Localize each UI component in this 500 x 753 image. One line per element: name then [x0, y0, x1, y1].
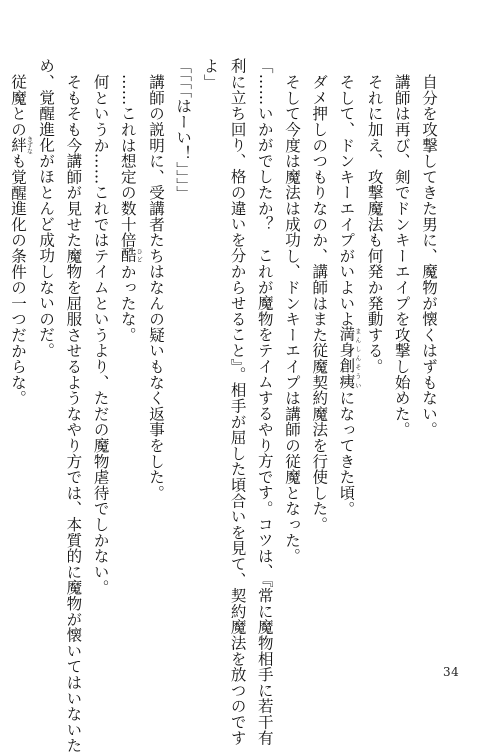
text-line: それに加え、攻撃魔法も何発か発動する。 — [365, 73, 384, 374]
ruby-manshinsoui — [337, 326, 361, 390]
ruby-hidoi — [118, 247, 143, 264]
text-line: 講師の説明に、受講者たちはなんの疑いもなく返事をした。 — [146, 73, 165, 501]
text-line-with-ruby — [332, 58, 360, 643]
text-line: 何というか……これではテイムというより、ただの魔物虐待でしかない。 — [91, 73, 110, 595]
text-line-with-ruby — [114, 58, 142, 643]
text-segment: も覚醒進化の条件の一つだからな。 — [8, 152, 27, 406]
vertical-text-body — [0, 58, 442, 753]
page-number: 34 — [443, 665, 460, 679]
ruby-reading: ひど — [135, 247, 143, 264]
text-line: 講師は再び、剣でドンキーエイプを攻撃し始めた。 — [392, 73, 411, 437]
text-segment: になってきた頃。 — [337, 389, 356, 516]
text-line — [0, 58, 4, 643]
ruby-base: 絆 — [8, 135, 27, 154]
ruby-base: 酷 — [118, 247, 137, 264]
text-line: そもそも今講師が見せた魔物を屈服させるようなやり方では、本質的に魔物が懐いてはいないた — [64, 73, 83, 753]
text-line: め、覚醒進化がほとんど成功しないのだ。 — [37, 58, 56, 359]
text-line: 利に立ち回り、格の違いを分からせること』。相手が屈した頃合いを見て、契約魔法を放つのです — [228, 58, 247, 746]
ruby-reading: きずな — [25, 135, 33, 154]
text-line: 「……いかがでしたか？ これが魔物をテイムするやり方です。コツは、『常に魔物相手に若干有 — [255, 58, 274, 746]
text-line: そして今度は魔法は成功し、ドンキーエイプは講師の従魔となった。 — [282, 73, 301, 564]
text-line: ダメ押しのつもりなのか、講師はまた従魔契約魔法を行使した。 — [310, 73, 329, 532]
text-segment: かったな。 — [118, 263, 137, 343]
text-line: よ」 — [201, 58, 220, 90]
text-line-with-ruby — [4, 58, 32, 643]
text-segment: ……これは想定の数十倍 — [118, 73, 137, 248]
ruby-base: 満身創痍 — [337, 326, 356, 390]
text-line: 自分を攻撃してきた男に、魔物が懐くはずもない。 — [420, 73, 438, 437]
text-segment: 従魔との — [8, 73, 27, 137]
ruby-kizuna — [8, 135, 33, 154]
text-line: 「「「「はーい！」」」」 — [174, 58, 193, 202]
ruby-reading: まんしんそうい — [353, 326, 361, 390]
text-segment: そして、ドンキーエイプがいよいよ — [337, 73, 356, 327]
